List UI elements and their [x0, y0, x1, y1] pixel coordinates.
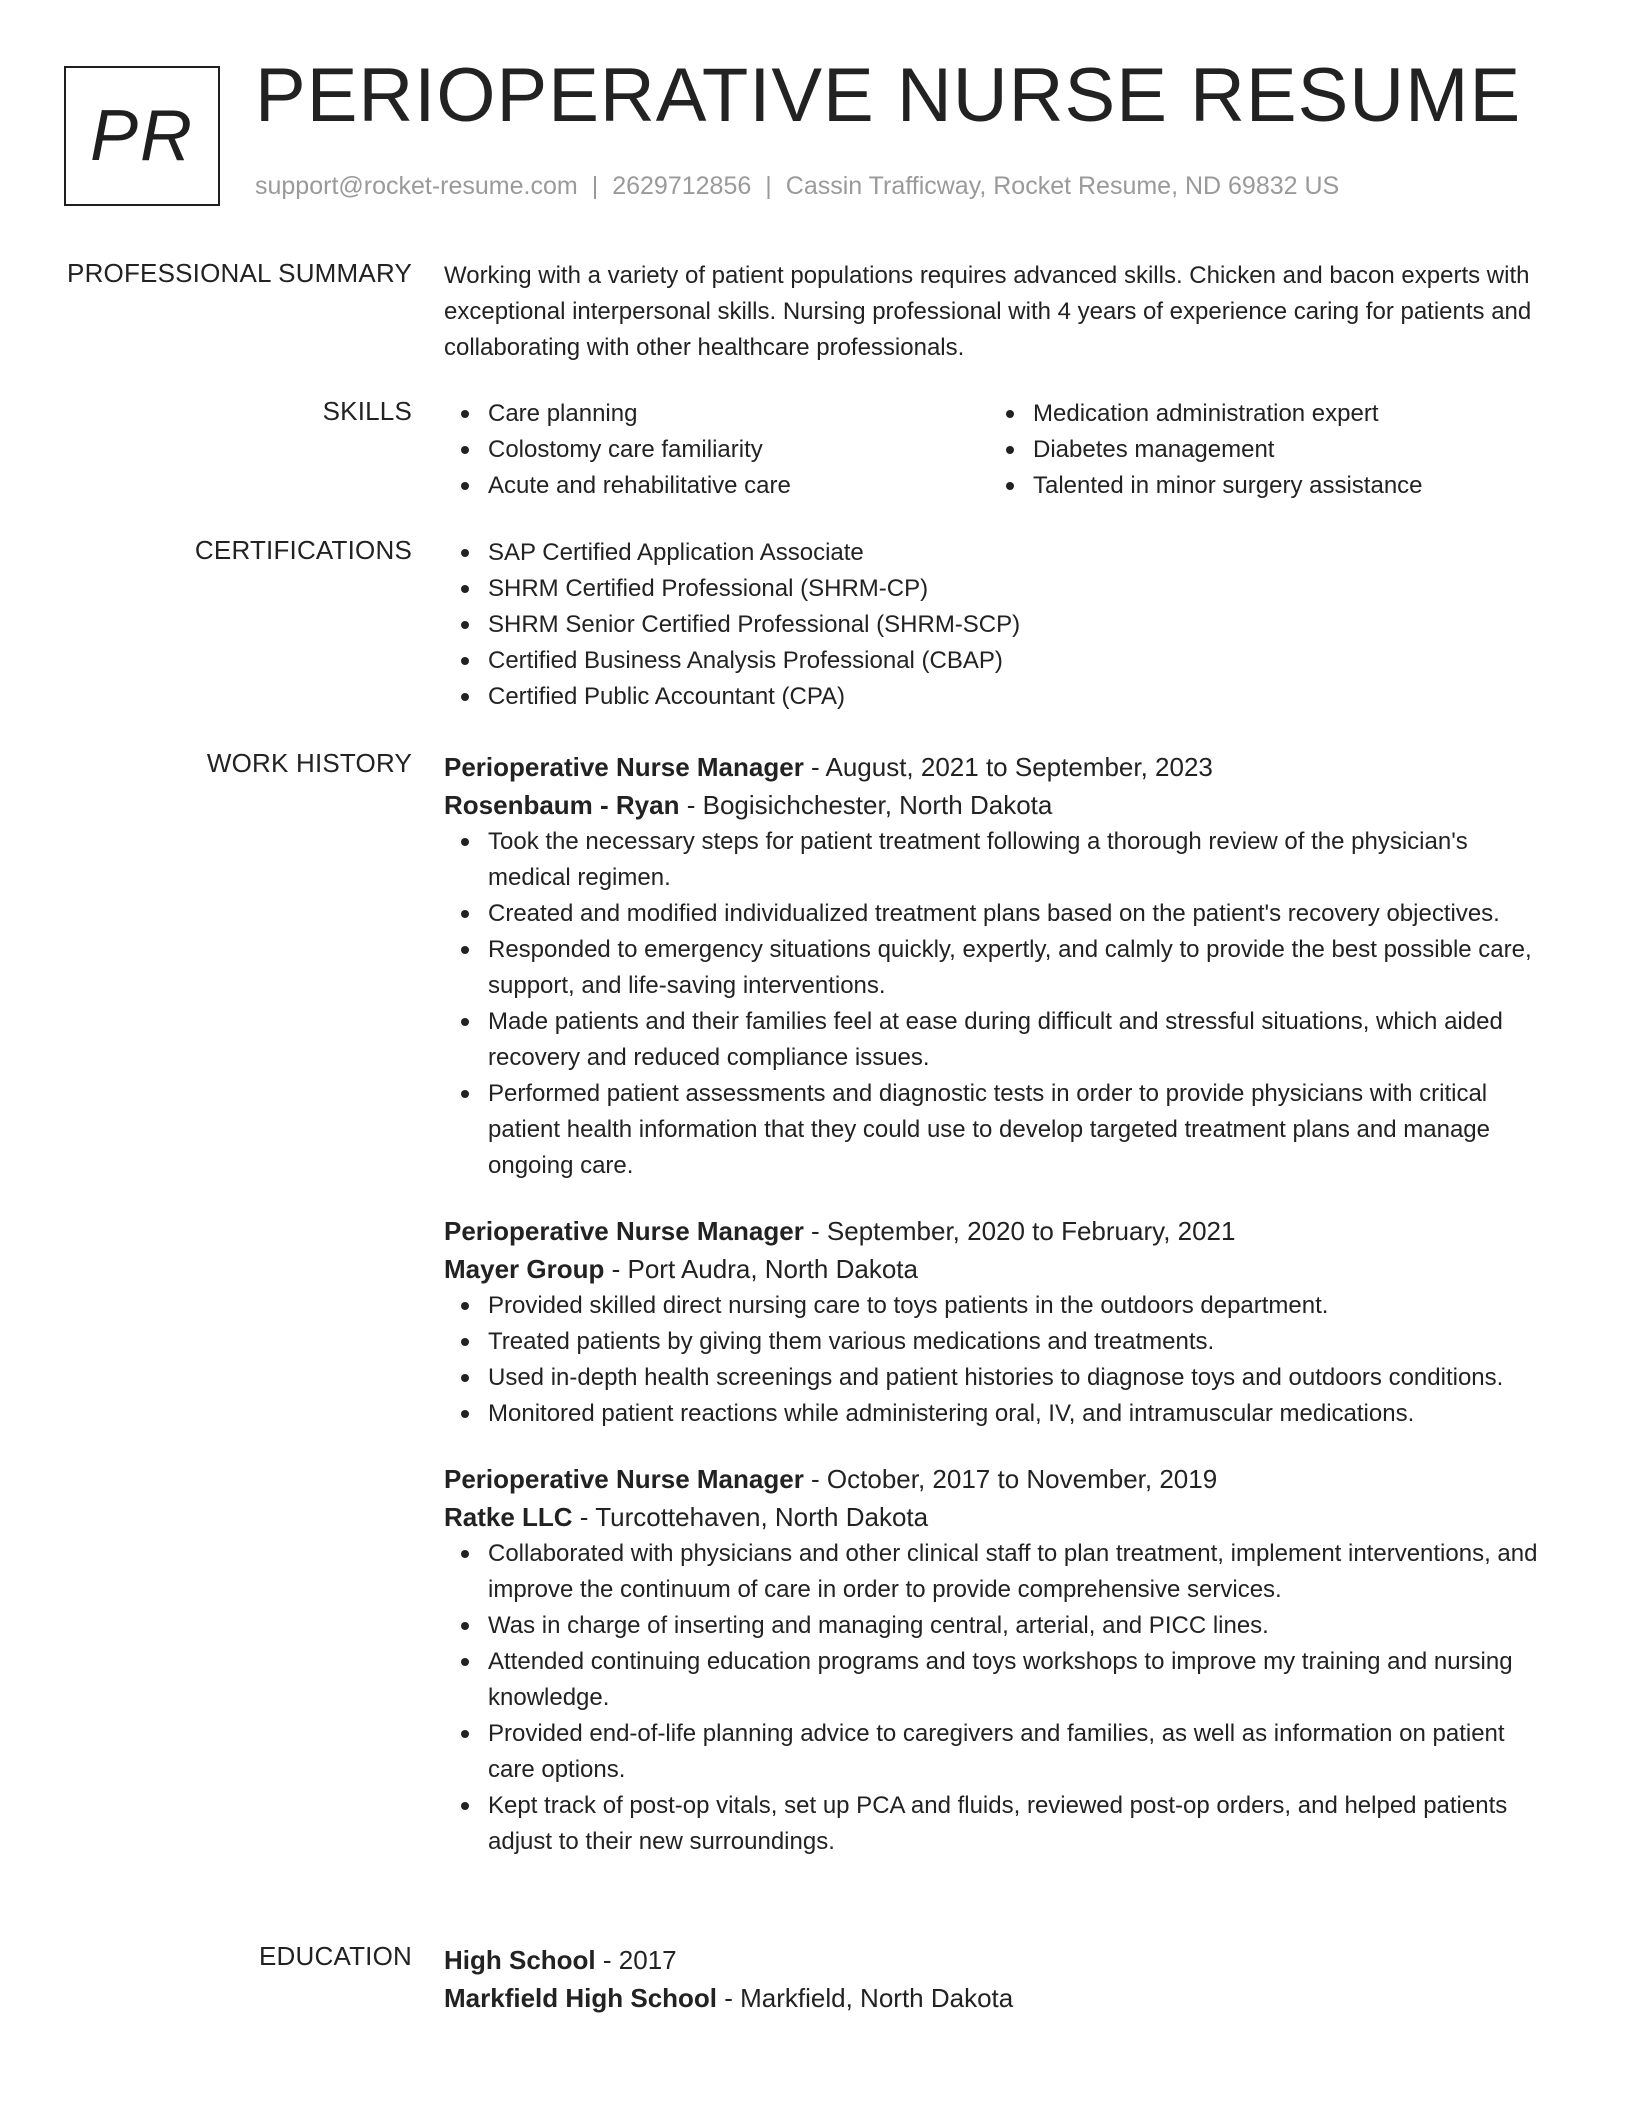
job-title-line — [444, 748, 1554, 786]
skill-item: Acute and rehabilitative care — [444, 468, 989, 504]
job-company-line — [444, 786, 1554, 824]
job-bullet: Used in-depth health screenings and patient histories to diagnose toys and outdoors conditions. — [444, 1360, 1554, 1396]
job-dates: - September, 2020 to February, 2021 — [803, 1216, 1236, 1246]
job-bullets — [444, 1536, 1554, 1860]
education-school: Markfield High School — [444, 1983, 718, 2013]
summary-text: Working with a variety of patient populations requires advanced skills. Chicken and bacon experts with exceptional interpersonal skills. Nursing professional with 4 years of experience caring for patients and collaborating with other healthcare professionals. — [444, 262, 1532, 361]
contact-separator: | — [765, 172, 772, 200]
job-entry — [444, 748, 1554, 1184]
certification-item: SHRM Certified Professional (SHRM-CP) — [444, 571, 1554, 607]
contact-email: support@rocket-resume.com — [255, 172, 578, 200]
work-history-body — [444, 748, 1554, 1888]
job-title-line — [444, 1460, 1554, 1498]
monogram-logo: PR — [64, 66, 220, 206]
job-bullet: Responded to emergency situations quickly, expertly, and calmly to provide the best possible care, support, and life-saving interventions. — [444, 932, 1554, 1004]
skill-item: Diabetes management — [989, 432, 1534, 468]
job-bullet: Was in charge of inserting and managing central, arterial, and PICC lines. — [444, 1608, 1554, 1644]
job-bullet: Treated patients by giving them various medications and treatments. — [444, 1324, 1554, 1360]
job-title: Perioperative Nurse Manager — [444, 1216, 804, 1246]
skill-item: Care planning — [444, 396, 989, 432]
job-bullet: Made patients and their families feel at ease during difficult and stressful situations, which aided recovery and reduced compliance issues. — [444, 1004, 1554, 1076]
education-location: - Markfield, North Dakota — [717, 1983, 1014, 2013]
job-title-line — [444, 1212, 1554, 1250]
education-year: - 2017 — [595, 1945, 677, 1975]
job-location: - Bogisichchester, North Dakota — [679, 790, 1053, 820]
job-company: Mayer Group — [444, 1254, 605, 1284]
skill-item: Medication administration expert — [989, 396, 1534, 432]
certification-item: SAP Certified Application Associate — [444, 535, 1554, 571]
job-entry — [444, 1212, 1554, 1432]
job-bullet: Collaborated with physicians and other clinical staff to plan treatment, implement interventions, and improve the continuum of care in order to provide comprehensive services. — [444, 1536, 1554, 1608]
skills-list-right — [989, 396, 1534, 504]
job-bullet: Took the necessary steps for patient treatment following a thorough review of the physician's medical regimen. — [444, 824, 1554, 896]
job-dates: - October, 2017 to November, 2019 — [803, 1464, 1218, 1494]
certifications-heading: CERTIFICATIONS — [194, 535, 412, 565]
job-title: Perioperative Nurse Manager — [444, 752, 804, 782]
job-bullets — [444, 1288, 1554, 1432]
job-bullet: Provided skilled direct nursing care to toys patients in the outdoors department. — [444, 1288, 1554, 1324]
skills-heading: SKILLS — [322, 396, 412, 426]
summary-heading: PROFESSIONAL SUMMARY — [67, 258, 412, 288]
certification-item: SHRM Senior Certified Professional (SHRM-SCP) — [444, 607, 1554, 643]
job-entry — [444, 1460, 1554, 1860]
certification-item: Certified Public Accountant (CPA) — [444, 679, 1554, 715]
certifications-list — [444, 535, 1554, 715]
page-title: PERIOPERATIVE NURSE RESUME — [255, 53, 1522, 138]
education-degree-line — [444, 1941, 1554, 1979]
contact-line — [255, 172, 1339, 201]
job-bullet: Monitored patient reactions while administering oral, IV, and intramuscular medications. — [444, 1396, 1554, 1432]
job-bullet: Kept track of post-op vitals, set up PCA and fluids, reviewed post-op orders, and helped patients adjust to their new surroundings. — [444, 1788, 1554, 1860]
job-bullet: Created and modified individualized treatment plans based on the patient's recovery objectives. — [444, 896, 1554, 932]
skill-item: Talented in minor surgery assistance — [989, 468, 1534, 504]
job-location: - Turcottehaven, North Dakota — [572, 1502, 929, 1532]
job-dates: - August, 2021 to September, 2023 — [803, 752, 1213, 782]
contact-address: Cassin Trafficway, Rocket Resume, ND 69832 US — [785, 172, 1340, 200]
skills-list-left — [444, 396, 989, 504]
skills-body — [444, 396, 1554, 504]
job-company: Ratke LLC — [444, 1502, 573, 1532]
skill-item: Colostomy care familiarity — [444, 432, 989, 468]
education-heading: EDUCATION — [259, 1941, 412, 1971]
job-company-line — [444, 1250, 1554, 1288]
contact-separator: | — [591, 172, 599, 200]
job-company: Rosenbaum - Ryan — [444, 790, 680, 820]
education-body — [444, 1941, 1554, 2017]
education-school-line — [444, 1979, 1554, 2017]
job-location: - Port Audra, North Dakota — [604, 1254, 918, 1284]
work-history-heading: WORK HISTORY — [206, 748, 412, 778]
job-company-line — [444, 1498, 1554, 1536]
job-bullet: Provided end-of-life planning advice to caregivers and families, as well as information on patient care options. — [444, 1716, 1554, 1788]
certification-item: Certified Business Analysis Professional (CBAP) — [444, 643, 1554, 679]
job-title: Perioperative Nurse Manager — [444, 1464, 804, 1494]
contact-phone: 2629712856 — [612, 172, 752, 200]
certifications-body — [444, 535, 1554, 715]
job-bullet: Attended continuing education programs and toys workshops to improve my training and nursing knowledge. — [444, 1644, 1554, 1716]
education-degree: High School — [444, 1945, 596, 1975]
job-bullet: Performed patient assessments and diagnostic tests in order to provide physicians with critical patient health information that they could use to develop targeted treatment plans and manage ongoing care. — [444, 1076, 1554, 1184]
job-bullets — [444, 824, 1554, 1184]
